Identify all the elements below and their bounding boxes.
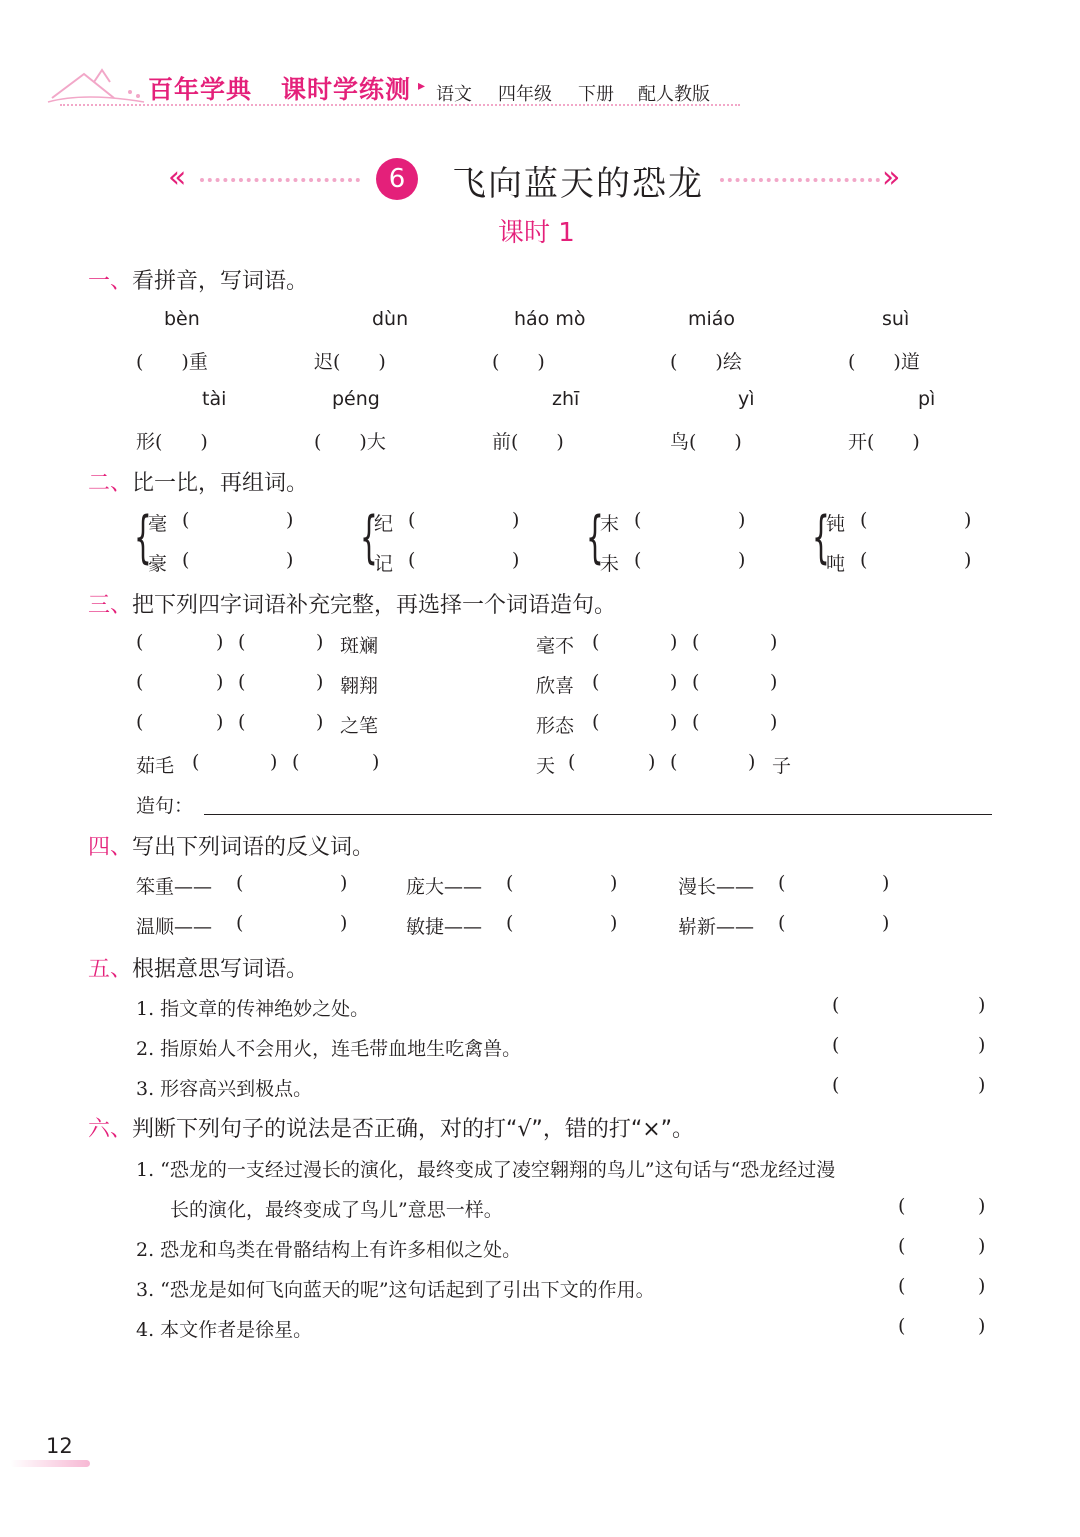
blank-open[interactable]: ( xyxy=(136,631,144,653)
blank-open[interactable]: ( xyxy=(182,509,190,531)
word-blank-9[interactable]: 鸟( ) xyxy=(670,431,742,453)
word-blank-10[interactable]: 开( ) xyxy=(848,431,920,453)
definition-item: 1. 指文章的传神绝妙之处。 xyxy=(136,998,370,1020)
lesson-number-badge: 6 xyxy=(376,158,418,200)
blank-open[interactable]: ( xyxy=(292,751,300,773)
header-subject: 语文 xyxy=(436,84,472,105)
header-edition: 配人教版 xyxy=(638,84,710,105)
blank-close: ) xyxy=(770,631,778,653)
judgement-item-1-line-2: 长的演化，最终变成了鸟儿”意思一样。 xyxy=(170,1199,503,1221)
blank-open[interactable]: ( xyxy=(408,509,416,531)
word-blank-2[interactable]: 迟( ) xyxy=(314,351,386,373)
section-5-text: 根据意思写词语。 xyxy=(132,957,309,982)
sentence-label: 造句： xyxy=(136,795,194,817)
blank-close: ) xyxy=(670,671,678,693)
title-dots-left xyxy=(200,178,360,182)
blank-open[interactable]: ( xyxy=(236,912,244,934)
pinyin-1: bèn xyxy=(164,308,200,330)
section-1-text: 看拼音，写词语。 xyxy=(132,269,309,294)
section-4-text: 写出下列词语的反义词。 xyxy=(132,835,375,860)
blank-open[interactable]: ( xyxy=(832,994,840,1016)
brace-icon: { xyxy=(812,505,830,570)
blank-open[interactable]: ( xyxy=(670,751,678,773)
section-3-title xyxy=(88,588,616,619)
blank-close: ) xyxy=(670,711,678,733)
section-1-title xyxy=(88,264,308,295)
blank-open[interactable]: ( xyxy=(592,631,600,653)
pair-4-bottom: 吨 xyxy=(826,553,846,575)
blank-close: ) xyxy=(286,509,294,531)
page-number: 12 xyxy=(46,1434,73,1458)
blank-close: ) xyxy=(610,912,618,934)
brand-name: 百年学典 xyxy=(148,75,253,104)
judgement-item-2: 2. 恐龙和鸟类在骨骼结构上有许多相似之处。 xyxy=(136,1239,522,1261)
blank-open[interactable]: ( xyxy=(592,711,600,733)
judgement-item-1-line-1: 1. “恐龙的一支经过漫长的演化，最终变成了凌空翱翔的鸟儿”这句话与“恐龙经过漫 xyxy=(136,1159,836,1181)
blank-close: ) xyxy=(610,872,618,894)
blank-close: ) xyxy=(216,631,224,653)
blank-close: ) xyxy=(978,1315,986,1337)
idiom-suffix: 之笔 xyxy=(340,715,379,737)
section-6-number: 六、 xyxy=(88,1117,133,1142)
section-6-text: 判断下列句子的说法是否正确，对的打“√”，错的打“×”。 xyxy=(132,1117,695,1142)
pinyin-9: yì xyxy=(738,388,755,410)
blank-close: ) xyxy=(978,1034,986,1056)
idiom-prefix: 毫不 xyxy=(536,635,575,657)
blank-close: ) xyxy=(770,711,778,733)
blank-close: ) xyxy=(882,872,890,894)
blank-close: ) xyxy=(978,1074,986,1096)
blank-close: ) xyxy=(270,751,278,773)
section-3-text: 把下列四字词语补充完整，再选择一个词语造句。 xyxy=(132,593,617,618)
header-grade: 四年级 xyxy=(498,84,552,105)
blank-open[interactable]: ( xyxy=(136,671,144,693)
blank-close: ) xyxy=(316,631,324,653)
pinyin-8: zhī xyxy=(552,388,580,410)
pair-2-bottom: 记 xyxy=(374,553,394,575)
blank-close: ) xyxy=(882,912,890,934)
blank-close: ) xyxy=(216,711,224,733)
definition-item: 3. 形容高兴到极点。 xyxy=(136,1078,313,1100)
idiom-suffix: 翱翔 xyxy=(340,675,379,697)
blank-close: ) xyxy=(964,509,972,531)
blank-open[interactable]: ( xyxy=(568,751,576,773)
pinyin-3: háo mò xyxy=(514,308,586,330)
pair-1-top: 毫 xyxy=(148,513,168,535)
word-blank-8[interactable]: 前( ) xyxy=(492,431,564,453)
title-dots-right xyxy=(720,178,880,182)
series-name: 课时学练测 xyxy=(281,75,412,104)
definition-item: 2. 指原始人不会用火，连毛带血地生吃禽兽。 xyxy=(136,1038,522,1060)
judgement-item-4: 4. 本文作者是徐星。 xyxy=(136,1319,313,1341)
antonym-word: 笨重—— xyxy=(136,876,213,898)
blank-close: ) xyxy=(770,671,778,693)
section-6-title xyxy=(88,1112,694,1143)
idiom-prefix: 天 xyxy=(536,755,556,777)
word-blank-6[interactable]: 形( ) xyxy=(136,431,208,453)
blank-open[interactable]: ( xyxy=(692,671,700,693)
footer-accent-bar xyxy=(10,1460,90,1467)
idiom-prefix: 欣喜 xyxy=(536,675,575,697)
blank-close: ) xyxy=(978,1195,986,1217)
blank-open[interactable]: ( xyxy=(898,1195,906,1217)
double-chevron-left-icon: « xyxy=(168,160,179,195)
arrow-icon: ▸ xyxy=(418,78,426,94)
header-divider xyxy=(60,104,740,106)
blank-open[interactable]: ( xyxy=(860,509,868,531)
blank-open[interactable]: ( xyxy=(778,912,786,934)
section-2-text: 比一比，再组词。 xyxy=(132,471,309,496)
section-5-title xyxy=(88,952,308,983)
judgement-item-3: 3. “恐龙是如何飞向蓝天的呢”这句话起到了引出下文的作用。 xyxy=(136,1279,655,1301)
antonym-word: 崭新—— xyxy=(678,916,755,938)
blank-open[interactable]: ( xyxy=(832,1074,840,1096)
blank-open[interactable]: ( xyxy=(192,751,200,773)
blank-open[interactable]: ( xyxy=(634,549,642,571)
blank-close: ) xyxy=(648,751,656,773)
blank-open[interactable]: ( xyxy=(136,711,144,733)
idiom-prefix: 形态 xyxy=(536,715,575,737)
antonym-word: 敏捷—— xyxy=(406,916,483,938)
pinyin-2: dùn xyxy=(372,308,409,330)
pinyin-7: péng xyxy=(332,388,380,410)
section-4-title xyxy=(88,830,374,861)
blank-open[interactable]: ( xyxy=(898,1275,906,1297)
blank-close: ) xyxy=(978,1275,986,1297)
blank-open[interactable]: ( xyxy=(592,671,600,693)
sentence-input-line[interactable] xyxy=(204,814,992,815)
pair-1-bottom: 豪 xyxy=(148,553,168,575)
section-4-number: 四、 xyxy=(88,835,133,860)
lesson-title: 飞向蓝天的恐龙 xyxy=(452,164,704,204)
blank-open[interactable]: ( xyxy=(898,1315,906,1337)
blank-close: ) xyxy=(748,751,756,773)
blank-open[interactable]: ( xyxy=(182,549,190,571)
blank-close: ) xyxy=(512,549,520,571)
idiom-suffix: 子 xyxy=(772,755,792,777)
double-chevron-right-icon: » xyxy=(882,160,893,195)
word-blank-3[interactable]: ( ) xyxy=(492,351,545,373)
blank-close: ) xyxy=(738,549,746,571)
pair-2-top: 纪 xyxy=(374,513,394,535)
blank-open[interactable]: ( xyxy=(238,631,246,653)
blank-close: ) xyxy=(316,711,324,733)
session-label: 课时 1 xyxy=(498,218,575,248)
pair-3-top: 末 xyxy=(600,513,620,535)
section-3-number: 三、 xyxy=(88,593,133,618)
blank-open[interactable]: ( xyxy=(692,711,700,733)
pinyin-6: tài xyxy=(202,388,227,410)
blank-close: ) xyxy=(340,872,348,894)
section-1-number: 一、 xyxy=(88,269,133,294)
brace-icon: { xyxy=(360,505,378,570)
idiom-prefix: 茹毛 xyxy=(136,755,175,777)
blank-open[interactable]: ( xyxy=(898,1235,906,1257)
pinyin-10: pì xyxy=(918,388,936,410)
blank-open[interactable]: ( xyxy=(634,509,642,531)
blank-close: ) xyxy=(286,549,294,571)
blank-open[interactable]: ( xyxy=(860,549,868,571)
word-blank-4[interactable]: ( )绘 xyxy=(670,351,742,373)
antonym-word: 庞大—— xyxy=(406,876,483,898)
blank-open[interactable]: ( xyxy=(506,912,514,934)
blank-open[interactable]: ( xyxy=(778,872,786,894)
blank-close: ) xyxy=(978,994,986,1016)
pinyin-4: miáo xyxy=(688,308,736,330)
blank-open[interactable]: ( xyxy=(236,872,244,894)
blank-close: ) xyxy=(340,912,348,934)
blank-close: ) xyxy=(512,509,520,531)
blank-open[interactable]: ( xyxy=(238,711,246,733)
header-volume: 下册 xyxy=(578,84,614,105)
antonym-word: 温顺—— xyxy=(136,916,213,938)
section-5-number: 五、 xyxy=(88,957,133,982)
blank-open[interactable]: ( xyxy=(238,671,246,693)
section-2-title xyxy=(88,466,308,497)
brace-icon: { xyxy=(586,505,604,570)
word-blank-5[interactable]: ( )道 xyxy=(848,351,920,373)
section-2-number: 二、 xyxy=(88,471,133,496)
blank-close: ) xyxy=(964,549,972,571)
pair-3-bottom: 未 xyxy=(600,553,620,575)
antonym-word: 漫长—— xyxy=(678,876,755,898)
blank-open[interactable]: ( xyxy=(692,631,700,653)
pinyin-5: suì xyxy=(882,308,910,330)
word-blank-7[interactable]: ( )大 xyxy=(314,431,386,453)
brace-icon: { xyxy=(134,505,152,570)
blank-close: ) xyxy=(738,509,746,531)
blank-close: ) xyxy=(372,751,380,773)
pair-4-top: 钝 xyxy=(826,513,846,535)
blank-close: ) xyxy=(216,671,224,693)
word-blank-1[interactable]: ( )重 xyxy=(136,351,208,373)
blank-open[interactable]: ( xyxy=(832,1034,840,1056)
blank-open[interactable]: ( xyxy=(408,549,416,571)
blank-close: ) xyxy=(978,1235,986,1257)
blank-close: ) xyxy=(670,631,678,653)
blank-open[interactable]: ( xyxy=(506,872,514,894)
blank-close: ) xyxy=(316,671,324,693)
idiom-suffix: 斑斓 xyxy=(340,635,379,657)
